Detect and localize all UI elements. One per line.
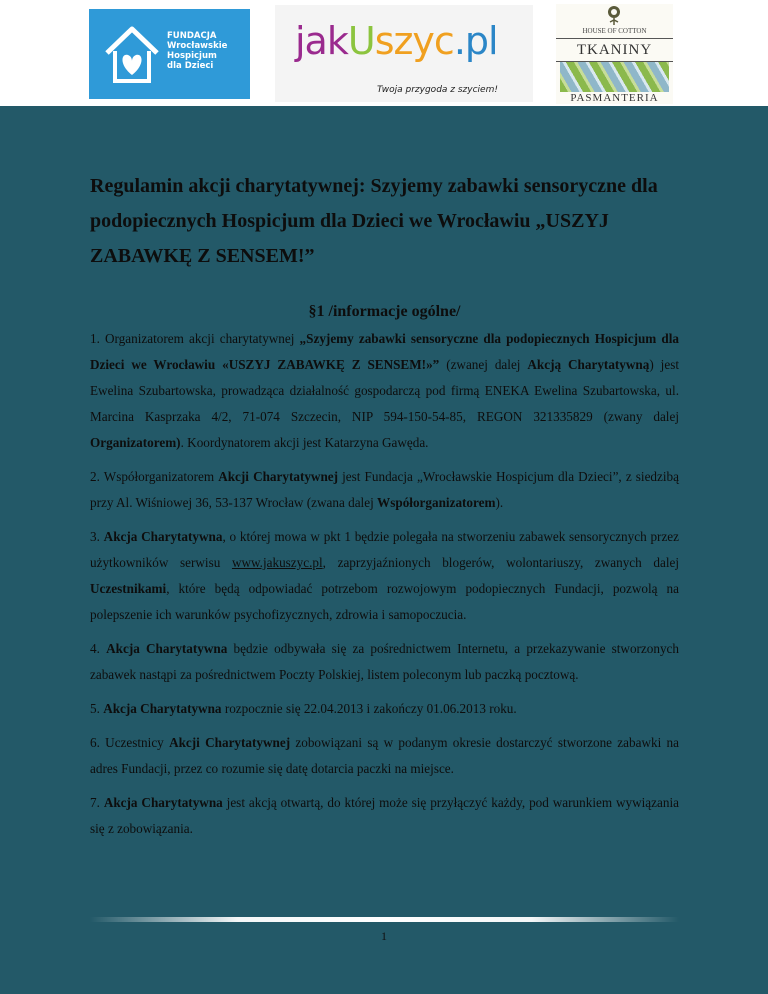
fundacja-logo [89, 9, 250, 99]
paragraphs [90, 326, 679, 850]
fundacja-line1: FUNDACJA [167, 31, 217, 41]
document-title: Regulamin akcji charytatywnej: Szyjemy zabawki sensoryczne dla podopiecznych Hospicjum dla Dzieci we Wrocławiu „USZYJ ZABAWKĘ Z SENSEM!” [90, 175, 658, 267]
logo-header [0, 0, 768, 106]
paragraph-3: 3. Akcja Charytatywna, o której mowa w pkt 1 będzie polegała na stworzeniu zabawek sensorycznych przez użytkowników serwisu www.jakuszyc.pl, zaprzyjaźnionych blogerów, wolontariuszy, zwanych dalej Uczestnikami, które będą odpowiadać potrzebom rozwojowym podopiecznych Fundacji, pozwolą na polepszenie ich warunków psychofizycznych, zdrowia i samopoczucia. [90, 529, 680, 622]
paragraph-2: 2. Współorganizatorem Akcji Charytatywnej jest Fundacja „Wrocławskie Hospicjum dla Dzieci”, z siedzibą przy Al. Wiśniowej 36, 53-137 Wrocław (zwana dalej Współorganizatorem). [90, 469, 679, 510]
cotton-plant-icon [602, 4, 626, 26]
footer-divider [90, 917, 679, 922]
paragraph-5: 5. Akcja Charytatywna rozpocznie się 22.04.2013 i zakończy 01.06.2013 roku. [90, 701, 517, 716]
paragraph-1: 1. Organizatorem akcji charytatywnej „Szyjemy zabawki sensoryczne dla podopiecznych Hospicjum dla Dzieci we Wrocławiu «USZYJ ZABAWKĘ Z SENSEM!»” (zwanej dalej Akcją Charytatywną) jest Ewelina Szubartowska, prowadząca działalność gospodarczą pod firmą ENEKA Ewelina Szubartowska, ul. Marcina Kasprzaka 4/2, 71-074 Szczecin, NIP 594-150-54-85, REGON 321335829 (zwany dalej Organizatorem). Koordynatorem akcji jest Katarzyna Gawęda. [90, 331, 680, 450]
paragraph-6: 6. Uczestnicy Akcji Charytatywnej zobowiązani są w podanym okresie dostarczyć stworzone zabawki na adres Fundacji, przez co rozumie się datę dotarcia paczki na miejsce. [90, 735, 679, 776]
tkaniny-logo [556, 4, 673, 104]
house-heart-icon [103, 23, 161, 85]
section-heading: §1 /informacje ogólne/ [308, 303, 461, 320]
page-number: 1 [381, 929, 387, 943]
paragraph-4: 4. Akcja Charytatywna będzie odbywała się za pośrednictwem Internetu, a przekazywanie stworzonych zabawek nastąpi za pośrednictwem Poczty Polskiej, listem poleconym lub paczką pocztową. [90, 641, 680, 682]
fundacja-line3: Hospicjum [167, 51, 217, 61]
jakuszyc-wordmark: jakUszyc.pl [295, 19, 498, 63]
jakuszyc-logo [275, 5, 533, 102]
tkaniny-text: TKANINY [556, 38, 673, 62]
house-of-cotton-text: HOUSE OF COTTON [582, 27, 647, 35]
jakuszyc-tagline: Twoja przygoda z szyciem! [377, 85, 498, 95]
pasmanteria-text: PASMANTERIA [570, 92, 659, 104]
fundacja-line2: Wrocławskie [167, 41, 228, 51]
jakuszyc-link[interactable]: www.jakuszyc.pl [231, 555, 323, 570]
fundacja-line4: dla Dzieci [167, 61, 214, 71]
paragraph-7: 7. Akcja Charytatywna jest akcją otwartą, do której może się przyłączyć każdy, pod warunkiem wywiązania się z zobowiązania. [90, 795, 679, 836]
fabric-swatch-image [560, 62, 669, 92]
